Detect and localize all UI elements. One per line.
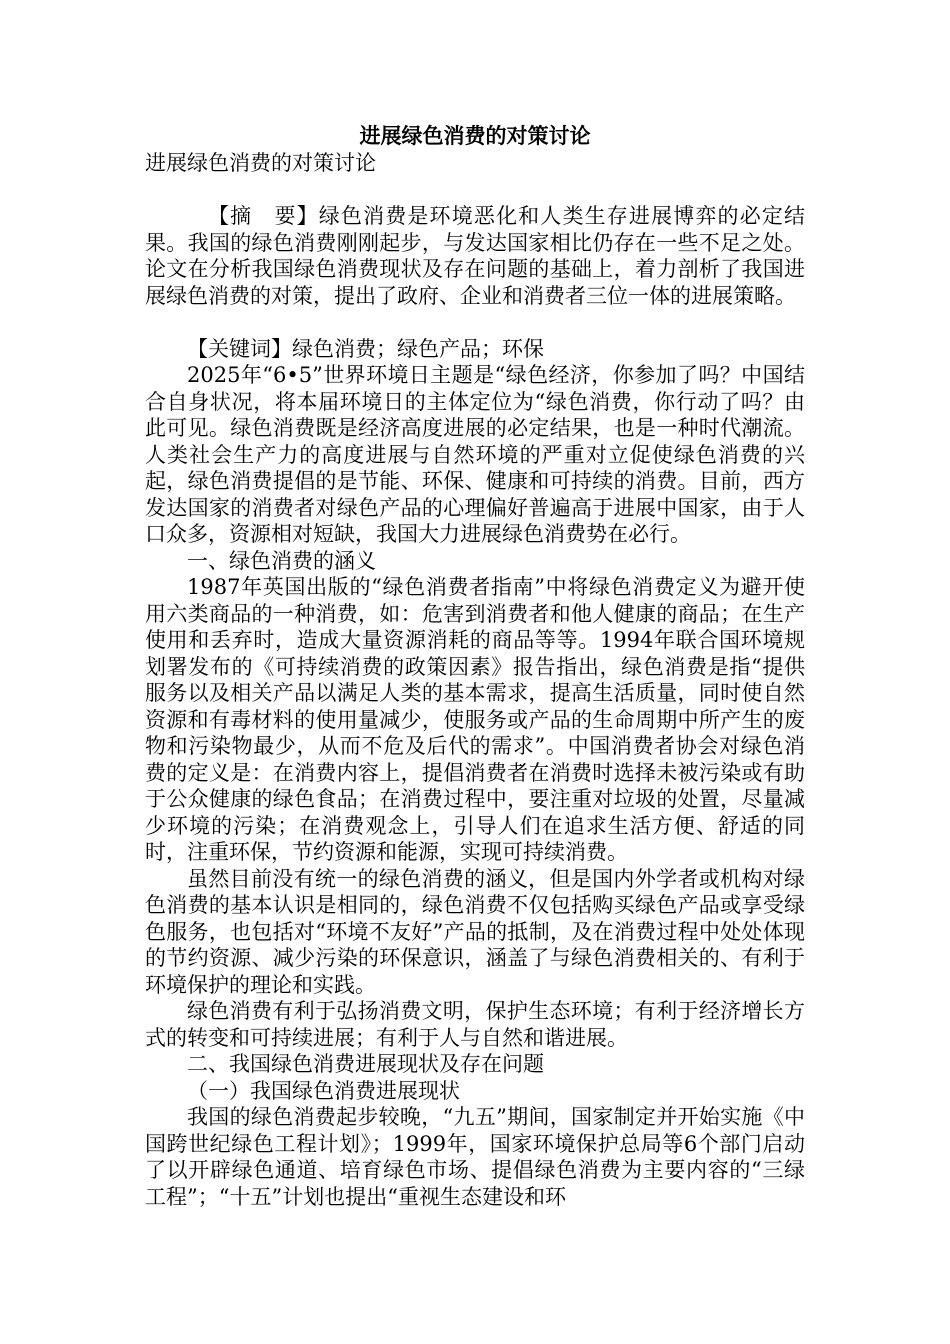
section-heading: 一、绿色消费的涵义 (187, 548, 376, 573)
document-title: 进展绿色消费的对策讨论 (359, 123, 591, 148)
subsection-heading: （一）我国绿色消费进展现状 (187, 1078, 460, 1103)
keywords-line: 【关键词】绿色消费；绿色产品；环保 (187, 336, 544, 361)
body-paragraph: 绿色消费有利于弘扬消费文明，保护生态环境；有利于经济增长方式的转变和可持续进展；有利于人与自然和谐进展。 (145, 999, 805, 1050)
body-paragraph: 1987年英国出版的“绿色消费者指南”中将绿色消费定义为避开使用六类商品的一种消费，如：危害到消费者和他人健康的商品；在生产使用和丢弃时，造成大量资源消耗的商品等等。1994年联合国环境规划署发布的《可持续消费的政策因素》报告指出，绿色消费是指“提供服务以及相关产品以满足人类的基本需求，提高生活质量，同时使自然资源和有毒材料的使用量减少，使服务或产品的生命周期中所产生的废物和污染物最少，从而不危及后代的需求”。中国消费者协会对绿色消费的定义是：在消费内容上，提倡消费者在消费时选择未被污染或有助于公众健康的绿色食品；在消费过程中，要注重对垃圾的处置，尽量减少环境的污染；在消费观念上，引导人们在追求生活方便、舒适的同时，注重环保，节约资源和能源，实现可持续消费。 (145, 575, 805, 864)
document-page (145, 122, 805, 1210)
body-paragraph: 我国的绿色消费起步较晚，“九五”期间，国家制定并开始实施《中国跨世纪绿色工程计划》；1999年，国家环境保护总局等6个部门启动了以开辟绿色通道、培育绿色市场、提倡绿色消费为主要内容的“三绿工程”；“十五”计划也提出“重视生态建设和环 (145, 1105, 805, 1209)
blank-line (145, 177, 805, 204)
document-subtitle: 进展绿色消费的对策讨论 (145, 151, 376, 175)
body-paragraph: 虽然目前没有统一的绿色消费的涵义，但是国内外学者或机构对绿色消费的基本认识是相同的，绿色消费不仅包括购买绿色产品或享受绿色服务，也包括对“环境不友好”产品的抵制，及在消费过程中处处体现的节约资源、减少污染的环保意识，涵盖了与绿色消费相关的、有利于环境保护的理论和实践。 (145, 866, 805, 997)
abstract-paragraph: 【摘 要】绿色消费是环境恶化和人类生存进展博弈的必定结果。我国的绿色消费刚刚起步，与发达国家相比仍存在一些不足之处。论文在分析我国绿色消费现状及存在问题的基础上，着力剖析了我国进展绿色消费的对策，提出了政府、企业和消费者三位一体的进展策略。 (145, 204, 805, 308)
intro-paragraph: 2025年“6•5”世界环境日主题是“绿色经济，你参加了吗？中国结合自身状况，将本届环境日的主体定位为“绿色消费，你行动了吗？由此可见。绿色消费既是经济高度进展的必定结果，也是一种时代潮流。人类社会生产力的高度进展与自然环境的严重对立促使绿色消费的兴起，绿色消费提倡的是节能、环保、健康和可持续的消费。目前，西方发达国家的消费者对绿色产品的心理偏好普遍高于进展中国家，由于人口众多，资源相对短缺，我国大力进展绿色消费势在必行。 (145, 363, 805, 546)
blank-line (145, 309, 805, 336)
section-heading: 二、我国绿色消费进展现状及存在问题 (187, 1052, 544, 1076)
